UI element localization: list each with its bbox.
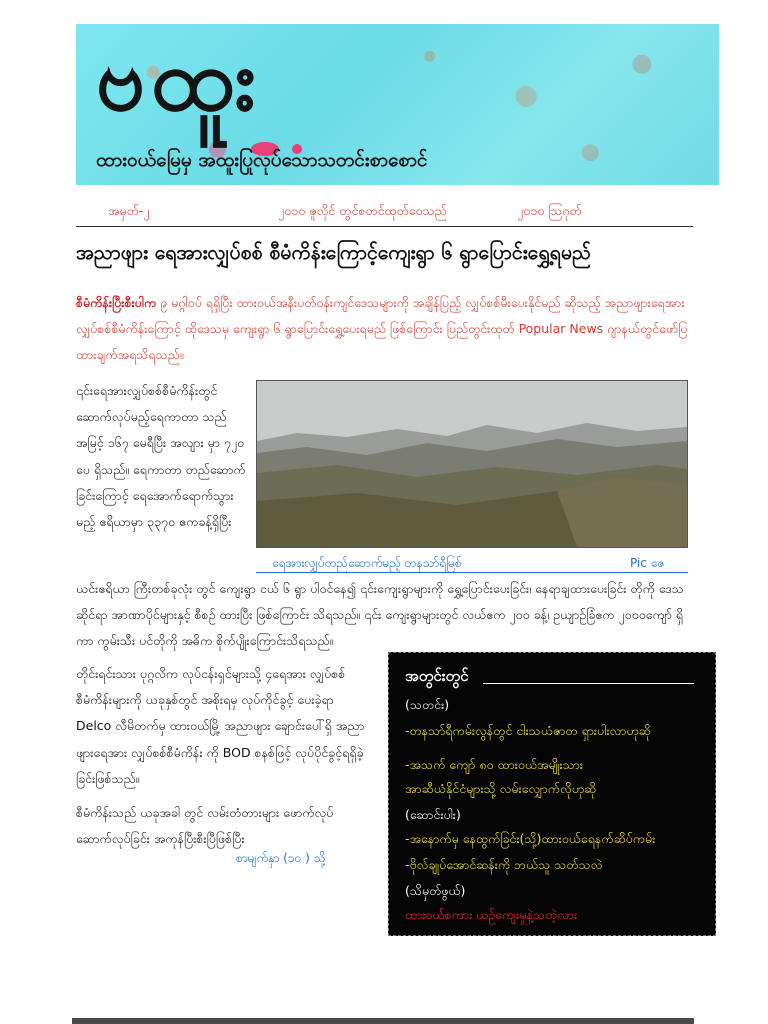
lead-source: စီမံကိန်းပြီးစီးပါက <box>76 295 157 310</box>
issue-month: ၂၀၁၀ ဩဂုတ် <box>517 203 582 218</box>
photo-caption: ရေအားလျှပ်တည်ဆောက်မည့် တနသာ်ရီမြစ် <box>272 556 462 570</box>
divider-rule <box>76 226 693 227</box>
lead-text: ၉ မဂ္ဂါဝပ် ရရှိပြီး ထားဝယ်အနီးပတ်ဝန်းကျင်ဒေသများကို အချိန်ပြည့် လျှပ်စစ်မီးပေးနိုင်မည် ဆိုသည့် အညာဖျားရေအားလျှပ်စစ်စီမံကိန်းကြောင့် ထိုဒေသမှ ကျေးရွာ ၆ ရွာပြောင်းရွှေ့ပေးရမည် ဖြစ်ကြောင်း ပြည်တွင်းထုတ် Popular News ဂျာနယ်တွင်ဖော်ပြထားချက်အရသိရသည်။ <box>76 295 688 362</box>
footer-bar <box>72 1018 694 1024</box>
issue-number: အမှတ်-၂ <box>108 203 150 218</box>
lead-paragraph <box>76 290 693 368</box>
contents-section-label: (ဆောင်းပါး) <box>405 807 461 822</box>
contents-item[interactable]: -အသက် ကျော် ၈၀ ထားဝယ်အမျိုးသား <box>405 757 584 772</box>
masthead-tagline: ထားဝယ်မြေမှ အထူးပြုလုပ်သောသတင်းစာစောင် <box>96 149 428 171</box>
contents-item[interactable]: ထားဝယ်စကား ယဉ်ကျေးမှုနဲ့သတဲ့လား <box>405 907 578 922</box>
contents-section-label: (သတင်း) <box>405 697 450 712</box>
landscape-photo <box>256 380 688 548</box>
contents-item[interactable]: -ဗိုလ်ချုပ်အောင်ဆန်းကို ဘယ်သူ သတ်သလဲ <box>405 857 603 872</box>
issue-publication-date: ၂၀၁၀ ဇူလိုင် တွင်စတင်ထုတ်ဝေသည် <box>278 203 447 218</box>
mountain-landscape-image <box>257 381 687 547</box>
contents-title-rule <box>483 683 694 684</box>
article-headline: အညာဖျား ရေအားလျှပ်စစ် စီမံကိန်းကြောင့်ကျေးရွာ ၆ ရွာပြောင်းရွှေ့ရမည် <box>76 241 591 264</box>
contents-title: အတွင်းတွင် <box>405 667 469 685</box>
photo-credit: Pic ဇေ <box>630 556 665 570</box>
body-left-column: ၎င်းရေအားလျှပ်စစ်စီမံကိန်းတွင် ဆောက်လုပ်မည့်ရေကာတာ သည် အမြင့် ၁၆၇ မေရီပြီး အလျား မှာ ၇၂၀ ပေ ရှိသည်။ ရေကာတာ တည်ဆောက်ခြင်းကြောင့် ရေအောက်ရောက်သွားမည့် ဧရိယာမှာ ၃၃၇၀ ဧကခန့်ရှိပြီး <box>76 383 246 530</box>
inside-contents-box <box>388 652 716 936</box>
continued-link[interactable]: စာမျက်နှာ (၁၀ ) သို့ <box>236 851 326 865</box>
contents-item[interactable]: -အနောက်မှ နေထွက်ခြင်း(သို့)ထားဝယ်ရေနက်ဆိပ်ကမ်း <box>405 831 656 846</box>
body-left-paragraph-3: စီမံကိန်းသည် ယခုအခါ တွင် လမ်းတံတားများ ဖောက်လုပ် ဆောက်လုပ်ခြင်း အကုန်ပြီးစီးပြီဖြစ်ပြီး <box>76 805 334 847</box>
caption-underline <box>256 572 688 573</box>
body-full-paragraph: ယင်းဧရိယာ ကြီးတစ်ခုလုံး တွင် ကျေးရွာ ငယ် ၆ ရွာ ပါဝင်နေ၍ ၎င်းကျေးရွာများကို ရွှေ့ပြောင်းပေးခြင်း၊ နေရာချထားပေးခြင်း တိုကို ဒေသဆိုင်ရာ အာဏာပိုင်များနှင့် စီစဉ် ထားပြီး ဖြစ်ကြောင်း သိရသည်။ ၎င်း ကျေးရွာများတွင် လယ်ဧက ၂၀၀ ခန့်၊ ဥယျာဉ်ခြံဧက ၂၀၀၀ကျော် ရှိကာ ကွမ်းသီး ပင်တိုကို အဓိက စိုက်ပျိုးကြောင်းသိရသည်။ <box>76 581 684 648</box>
contents-section-label: (သိမှတ်ဖွယ်) <box>405 883 466 898</box>
contents-item[interactable]: -တနသာ်ရီကမ်းလွန်တွင် ငါးသယံဇာတ ရှားပါးလာဟုဆို <box>405 723 651 738</box>
masthead-logo: ဗထူး <box>96 30 263 130</box>
masthead-banner <box>76 24 719 185</box>
body-left-paragraph-2: တိုင်းရင်းသား ပုဂ္ဂလိက လုပ်ငန်းရှင်များသို့ ၄ရေအား လျှပ်စစ် စီမံကိန်းများကို ယခုနှစ်တွင် အစိုးရမှ လုပ်ကိုင်ခွင့် ပေးခဲ့ရာ Delco လီမိတက်မှ ထားဝယ်မြို့ အညာဖျား ချောင်းပေါ်ရှိ အညာဖျားရေအား လျှပ်စစ်စီမံကိန်း ကို BOD စနစ်ဖြင့် လုပ်ပိုင်ခွင့်ရရှိခဲ့ခြင်းဖြစ်သည်။ <box>76 666 365 786</box>
contents-item-continued[interactable]: အာဆီယံနိုင်ငံများသို့ လမ်းလျှောက်လိုဟုဆို <box>405 781 597 796</box>
